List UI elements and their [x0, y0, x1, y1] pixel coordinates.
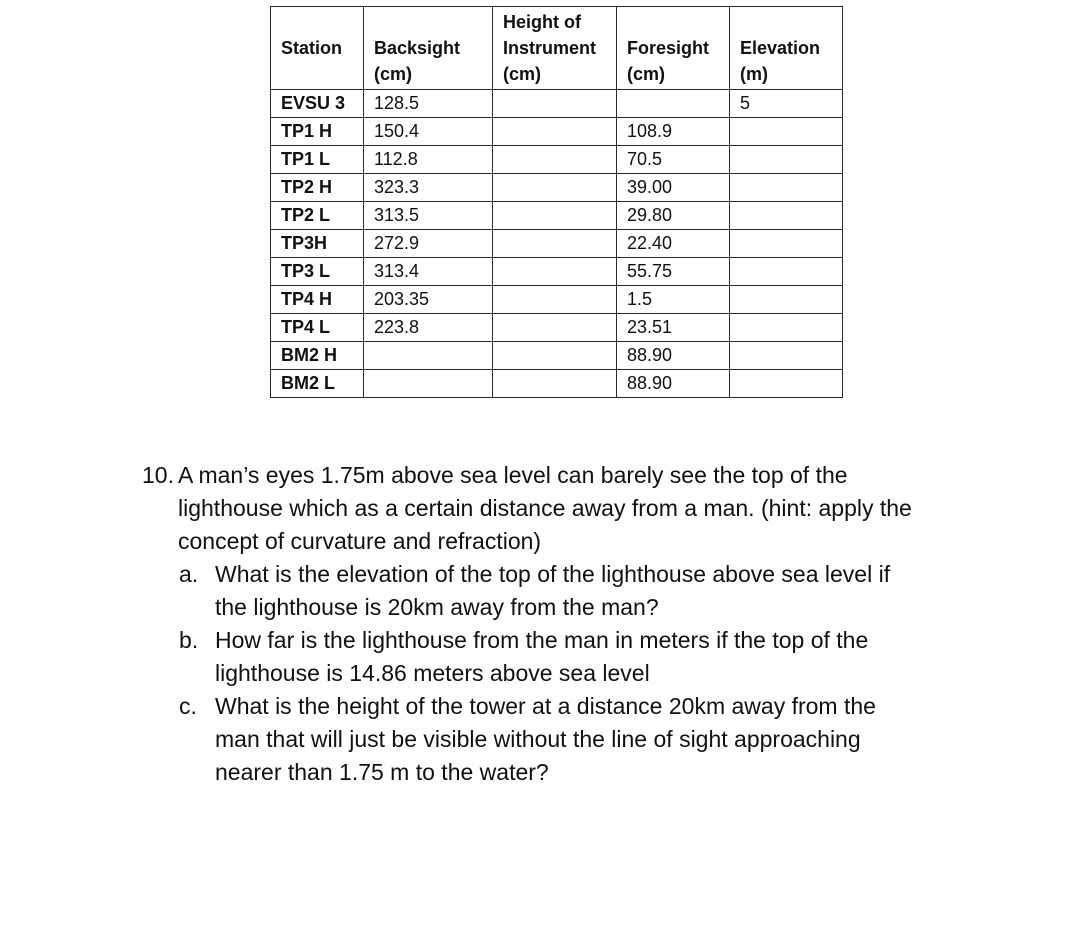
table-row [271, 146, 843, 174]
question-stem [142, 459, 912, 558]
header-backsight: Backsight (cm) [364, 7, 493, 90]
backsight-cell: 323.3 [364, 174, 493, 202]
backsight-cell [364, 342, 493, 370]
sub-question-a [142, 558, 912, 624]
hi-cell [493, 286, 617, 314]
station-cell: TP3H [271, 230, 364, 258]
station-cell: TP1 L [271, 146, 364, 174]
backsight-cell: 313.4 [364, 258, 493, 286]
elevation-cell [730, 118, 843, 146]
hi-cell [493, 118, 617, 146]
table-row [271, 370, 843, 398]
hi-cell [493, 146, 617, 174]
foresight-cell: 55.75 [617, 258, 730, 286]
question-text: A man’s eyes 1.75m above sea level can barely see the top of the lighthouse which as a certain distance away from a man. (hint: apply the concept of curvature and refraction) [178, 462, 912, 554]
station-cell: TP3 L [271, 258, 364, 286]
table-row [271, 258, 843, 286]
foresight-cell: 22.40 [617, 230, 730, 258]
hi-cell [493, 230, 617, 258]
station-cell: TP4 H [271, 286, 364, 314]
foresight-cell: 70.5 [617, 146, 730, 174]
hi-cell [493, 174, 617, 202]
sub-question-letter: c. [179, 693, 197, 719]
station-cell: TP2 L [271, 202, 364, 230]
sub-question-text: How far is the lighthouse from the man in meters if the top of the lighthouse is 14.86 meters above sea level [215, 627, 869, 686]
question-block [142, 459, 912, 789]
hi-cell [493, 90, 617, 118]
station-cell: BM2 H [271, 342, 364, 370]
foresight-cell: 88.90 [617, 342, 730, 370]
sub-question-c [142, 690, 912, 789]
sub-question-letter: a. [179, 561, 199, 587]
hi-cell [493, 314, 617, 342]
elevation-cell [730, 174, 843, 202]
station-cell: EVSU 3 [271, 90, 364, 118]
sub-question-letter: b. [179, 627, 199, 653]
backsight-cell: 313.5 [364, 202, 493, 230]
elevation-cell [730, 230, 843, 258]
elevation-cell [730, 202, 843, 230]
sub-question-text: What is the elevation of the top of the lighthouse above sea level if the lighthouse is 20km away from the man? [215, 561, 891, 620]
foresight-cell: 1.5 [617, 286, 730, 314]
table-row [271, 202, 843, 230]
table-row [271, 342, 843, 370]
backsight-cell: 223.8 [364, 314, 493, 342]
backsight-cell: 272.9 [364, 230, 493, 258]
station-cell: BM2 L [271, 370, 364, 398]
table-row [271, 90, 843, 118]
header-height-of-instrument: Height of Instrument (cm) [493, 7, 617, 90]
foresight-cell: 39.00 [617, 174, 730, 202]
backsight-cell: 203.35 [364, 286, 493, 314]
foresight-cell: 29.80 [617, 202, 730, 230]
backsight-cell: 112.8 [364, 146, 493, 174]
elevation-cell [730, 314, 843, 342]
elevation-cell [730, 370, 843, 398]
table-row [271, 230, 843, 258]
sub-question-text: What is the height of the tower at a distance 20km away from the man that will just be visible without the line of sight approaching nearer than 1.75 m to the water? [215, 693, 876, 785]
table-row [271, 314, 843, 342]
elevation-cell [730, 146, 843, 174]
hi-cell [493, 258, 617, 286]
hi-cell [493, 370, 617, 398]
station-cell: TP4 L [271, 314, 364, 342]
hi-cell [493, 342, 617, 370]
header-foresight: Foresight (cm) [617, 7, 730, 90]
leveling-table [270, 6, 843, 398]
table-row [271, 118, 843, 146]
table-row [271, 286, 843, 314]
question-number: 10. [142, 462, 174, 488]
elevation-cell [730, 342, 843, 370]
backsight-cell: 128.5 [364, 90, 493, 118]
sub-question-b [142, 624, 912, 690]
station-cell: TP2 H [271, 174, 364, 202]
foresight-cell: 23.51 [617, 314, 730, 342]
station-cell: TP1 H [271, 118, 364, 146]
table-row [271, 174, 843, 202]
header-elevation: Elevation (m) [730, 7, 843, 90]
table-header-row [271, 7, 843, 90]
foresight-cell [617, 90, 730, 118]
header-station: Station [271, 7, 364, 90]
elevation-cell: 5 [730, 90, 843, 118]
hi-cell [493, 202, 617, 230]
backsight-cell: 150.4 [364, 118, 493, 146]
foresight-cell: 88.90 [617, 370, 730, 398]
sub-question-list [142, 558, 912, 789]
elevation-cell [730, 286, 843, 314]
elevation-cell [730, 258, 843, 286]
foresight-cell: 108.9 [617, 118, 730, 146]
backsight-cell [364, 370, 493, 398]
